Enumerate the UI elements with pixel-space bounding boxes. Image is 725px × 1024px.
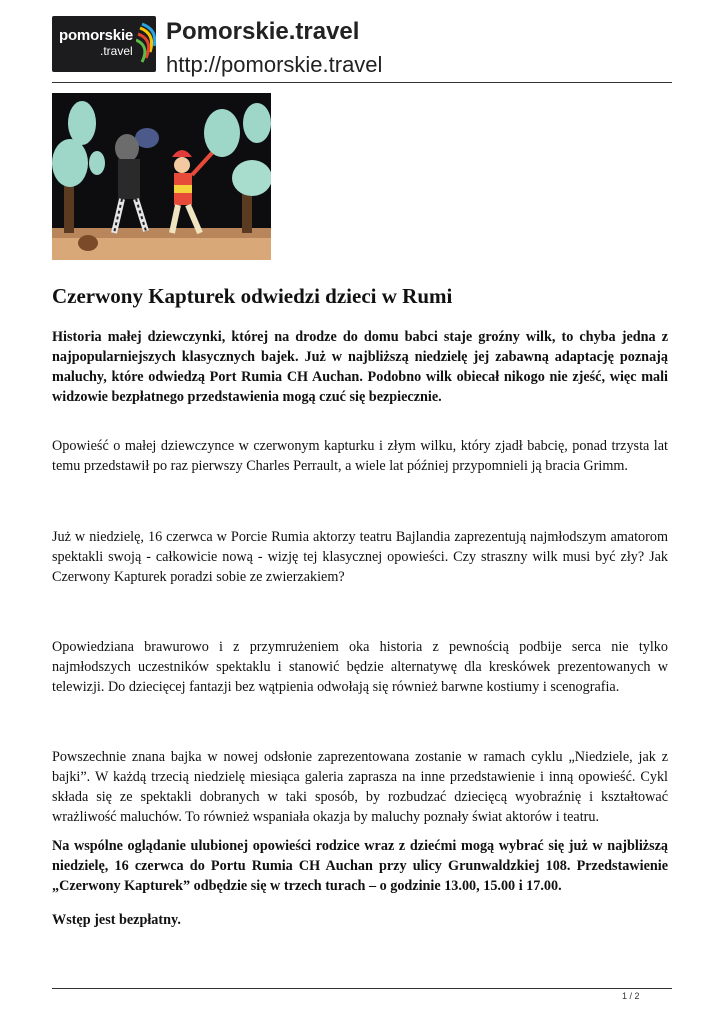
article-entry-note: Wstęp jest bezpłatny.	[52, 912, 181, 928]
header-divider	[52, 82, 672, 83]
footer-divider	[52, 988, 672, 989]
logo-text-line1: pomorskie	[59, 27, 134, 44]
article-paragraph-4: Powszechnie znana bajka w nowej odsłonie zaprezentowana zostanie w ramach cyklu „Niedziele, jak z bajki”. W każdą trzecią niedzielę miesiąca galeria zaprasza na inne przedstawienie i inną opowieść. Cykl składa się ze spektakli dobranych w taki sposób, by rozbudzać dziecięcą wyobraźnię i kształtować wrażliwość maluchów. To również wspaniała okazja by maluchy poznały świat aktorów i teatru.	[52, 749, 668, 825]
page-header	[52, 16, 672, 80]
article-paragraph-2: Już w niedzielę, 16 czerwca w Porcie Rumia aktorzy teatru Bajlandia zaprezentują najmłodszym amatorom spektakli swoją - całkowicie nową - wizję tej klasycznej opowieści. Czy straszny wilk musi być zły? Jak Czerwony Kapturek poradzi sobie ze zwierzakiem?	[52, 529, 668, 585]
article-paragraph-1: Opowieść o małej dziewczynce w czerwonym kapturku i złym wilku, który zjadł babcię, ponad trzysta lat temu przedstawił po raz pierwszy Charles Perrault, a wiele lat później przypomnieli ją bracia Grimm.	[52, 438, 668, 474]
pomorskie-logo[interactable]	[52, 16, 156, 72]
logo-text-line2: .travel	[100, 44, 133, 58]
theatre-stage-photo	[52, 93, 271, 260]
article-lead: Historia małej dziewczynki, której na drodze do domu babci staje groźny wilk, to chyba jedna z najpopularniejszych klasycznych bajek. Już w najbliższą niedzielę jej zabawną adaptację poznają maluchy, które odwiedzą Port Rumia CH Auchan. Podobno wilk obiecał nikogo nie zjeść, więc mali widzowie bezpłatnego przedstawienia mogą czuć się bezpiecznie.	[52, 329, 668, 405]
article-paragraph-3: Opowiedziana brawurowo i z przymrużeniem oka historia z pewnością podbije serca nie tylko najmłodszych uczestników spektaklu i stanowić będzie alternatywę dla kreskówek prezentowanych w telewizji. Do dziecięcej fantazji bez wątpienia odwołają się również barwne kostiumy i scenografia.	[52, 639, 668, 695]
article-closing: Na wspólne oglądanie ulubionej opowieści rodzice wraz z dziećmi mogą wybrać się już w najbliższą niedzielę, 16 czerwca do Portu Rumia CH Auchan przy ulicy Grunwaldzkiej 108. Przedstawienie „Czerwony Kapturek” odbędzie się w trzech turach – o godzinie 13.00, 15.00 i 17.00.	[52, 838, 668, 894]
site-url[interactable]: http://pomorskie.travel	[166, 52, 383, 77]
article-title: Czerwony Kapturek odwiedzi dzieci w Rumi	[52, 284, 453, 308]
page-number: 1 / 2	[622, 991, 640, 1001]
logo-swirl-icon	[136, 22, 156, 64]
site-name: Pomorskie.travel	[166, 18, 360, 45]
